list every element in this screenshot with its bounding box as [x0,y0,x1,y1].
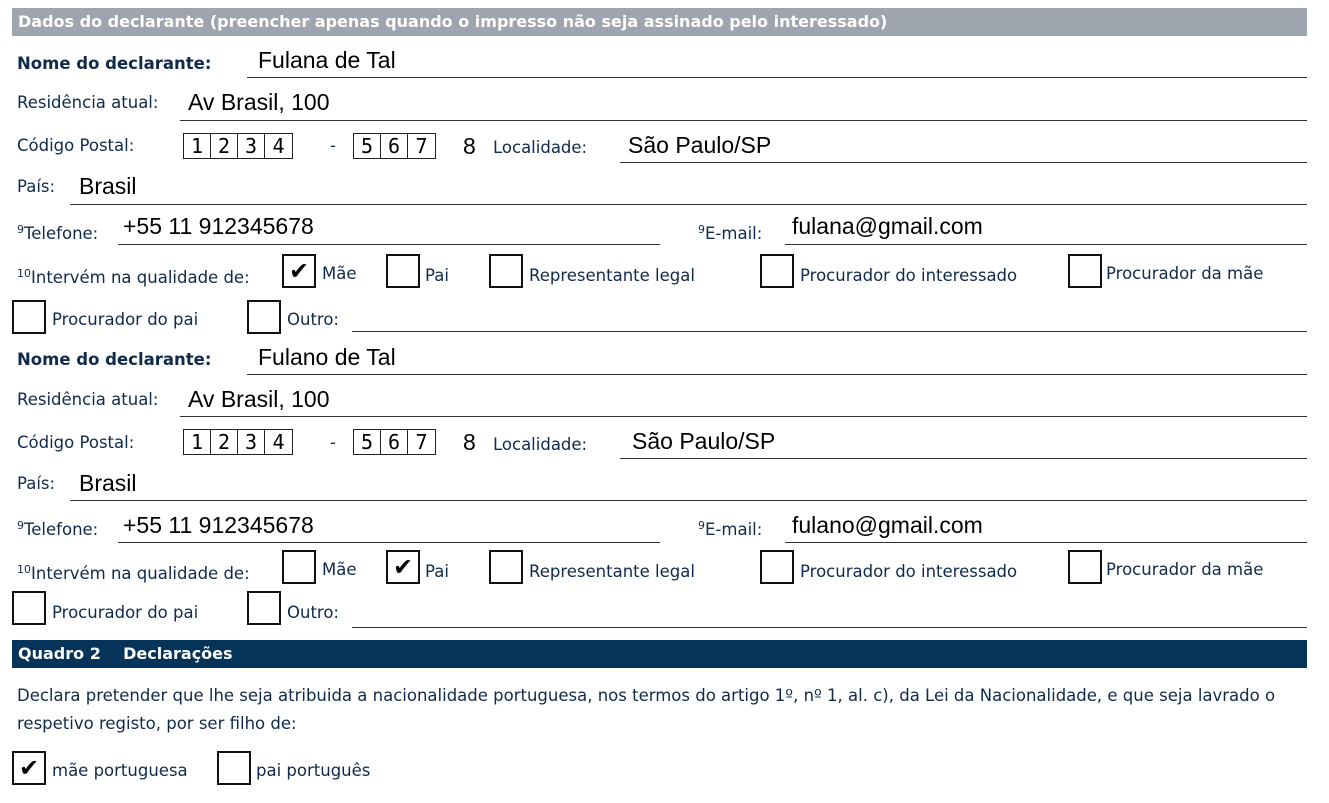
email-underline [785,542,1307,543]
option-representante-label: Representante legal [529,562,695,581]
telefone-label: $^9$Telefone: [17,519,99,539]
residencia-label: Residência atual: [17,390,159,409]
cp-digit: 3 [238,430,265,454]
localidade-underline [620,458,1307,459]
codigo-postal-part2[interactable] [353,429,436,455]
option-pai-label: Pai [425,266,449,285]
localidade-underline [620,162,1307,163]
option-procurador-mae-label: Procurador da mãe [1106,560,1264,579]
cp-digit: 3 [238,134,265,158]
section-header-declarante: Dados do declarante (preencher apenas quando o impresso não seja assinado pelo interessado) [12,8,1307,36]
codigo-postal-part1[interactable] [183,133,293,159]
option-procurador-mae-label: Procurador da mãe [1106,264,1264,283]
option-mae-label: Mãe [322,264,357,283]
outro-underline[interactable] [352,331,1307,332]
checkbox-mae[interactable] [282,254,316,288]
checkbox-procurador-interessado[interactable] [760,254,794,288]
option-procurador-pai-label: Procurador do pai [52,310,199,329]
option-representante-label: Representante legal [529,266,695,285]
cp-digit: 6 [381,134,408,158]
pais-underline [70,204,1307,205]
nome-value[interactable]: Fulana de Tal [258,47,396,73]
checkbox-outro[interactable] [247,300,281,334]
residencia-underline [180,120,1307,121]
cp-extra-digit: 8 [463,429,476,455]
option-procurador-interessado-label: Procurador do interessado [800,266,1018,285]
residencia-value[interactable]: Av Brasil, 100 [188,386,330,412]
localidade-value[interactable]: São Paulo/SP [628,132,772,158]
nome-underline [247,374,1307,375]
checkbox-procurador-pai[interactable] [12,300,46,334]
cp-digit: 1 [184,430,211,454]
nome-label: Nome do declarante: [17,350,212,369]
cp-digit: 7 [415,134,428,158]
email-value[interactable]: fulana@gmail.com [792,213,983,239]
telefone-value[interactable]: +55 11 912345678 [123,213,314,239]
cp-digit: 5 [354,134,381,158]
email-label: $^9$E-mail: [698,223,763,243]
cp-hyphen: - [330,136,336,155]
checkbox-pai[interactable] [386,550,420,584]
pais-underline [70,500,1307,501]
cp-extra-digit: 8 [463,133,476,159]
pais-value[interactable]: Brasil [79,173,137,199]
residencia-value[interactable]: Av Brasil, 100 [188,89,330,115]
checkbox-procurador-interessado[interactable] [760,550,794,584]
option-mae-portuguesa-label: mãe portuguesa [52,761,188,780]
nome-label: Nome do declarante: [17,54,212,73]
residencia-underline [180,416,1307,417]
option-outro-label: Outro: [287,310,339,329]
outro-underline[interactable] [352,627,1307,628]
checkbox-pai[interactable] [386,254,420,288]
email-value[interactable]: fulano@gmail.com [792,512,983,538]
checkbox-procurador-mae[interactable] [1068,550,1102,584]
intervem-label: $^{10}$Intervém na qualidade de: [17,563,250,583]
cp-digit: 5 [354,430,381,454]
cp-digit: 1 [184,134,211,158]
checkbox-pai-portugues[interactable] [217,751,251,785]
cp-digit: 7 [415,430,428,454]
option-mae-label: Mãe [322,560,357,579]
cp-digit: 2 [211,134,238,158]
checkbox-representante[interactable] [489,550,523,584]
option-outro-label: Outro: [287,603,339,622]
telefone-value[interactable]: +55 11 912345678 [123,512,314,538]
check-mark-icon: ✔ [18,754,40,782]
option-procurador-interessado-label: Procurador do interessado [800,562,1018,581]
check-mark-icon: ✔ [288,257,310,285]
localidade-value[interactable]: São Paulo/SP [632,428,776,454]
declaracao-text: Declara pretender que lhe seja atribuida a nacionalidade portuguesa, nos termos do artigo 1º, nº 1, al. c), da Lei da Nacionalidade, e que seja lavrado o respetivo registo, por ser filho de: [17,686,1276,733]
checkbox-representante[interactable] [489,254,523,288]
residencia-label: Residência atual: [17,93,159,112]
pais-label: País: [17,474,56,493]
checkbox-procurador-mae[interactable] [1068,254,1102,288]
cp-digit: 4 [272,430,285,454]
intervem-label: $^{10}$Intervém na qualidade de: [17,267,250,287]
cp-digit: 2 [211,430,238,454]
email-label: $^9$E-mail: [698,519,763,539]
pais-value[interactable]: Brasil [79,470,137,496]
telefone-label: $^9$Telefone: [17,223,99,243]
check-mark-icon: ✔ [392,553,414,581]
email-underline [785,244,1307,245]
option-procurador-pai-label: Procurador do pai [52,603,199,622]
pais-label: País: [17,177,56,196]
checkbox-outro[interactable] [247,591,281,625]
quadro2-header: Quadro 2 Declarações [12,640,1307,668]
codigo-postal-part2[interactable] [353,133,436,159]
nome-value[interactable]: Fulano de Tal [258,344,396,370]
telefone-underline [118,542,660,543]
checkbox-mae[interactable] [282,550,316,584]
codigo-postal-label: Código Postal: [17,136,135,155]
telefone-underline [118,244,660,245]
cp-hyphen: - [330,433,336,452]
codigo-postal-part1[interactable] [183,429,293,455]
option-pai-label: Pai [425,562,449,581]
localidade-label: Localidade: [493,138,588,157]
checkbox-mae-portuguesa[interactable] [12,751,46,785]
nome-underline [247,77,1307,78]
option-pai-portugues-label: pai português [256,761,371,780]
codigo-postal-label: Código Postal: [17,433,135,452]
checkbox-procurador-pai[interactable] [12,591,46,625]
cp-digit: 4 [272,134,285,158]
localidade-label: Localidade: [493,435,588,454]
cp-digit: 6 [381,430,408,454]
